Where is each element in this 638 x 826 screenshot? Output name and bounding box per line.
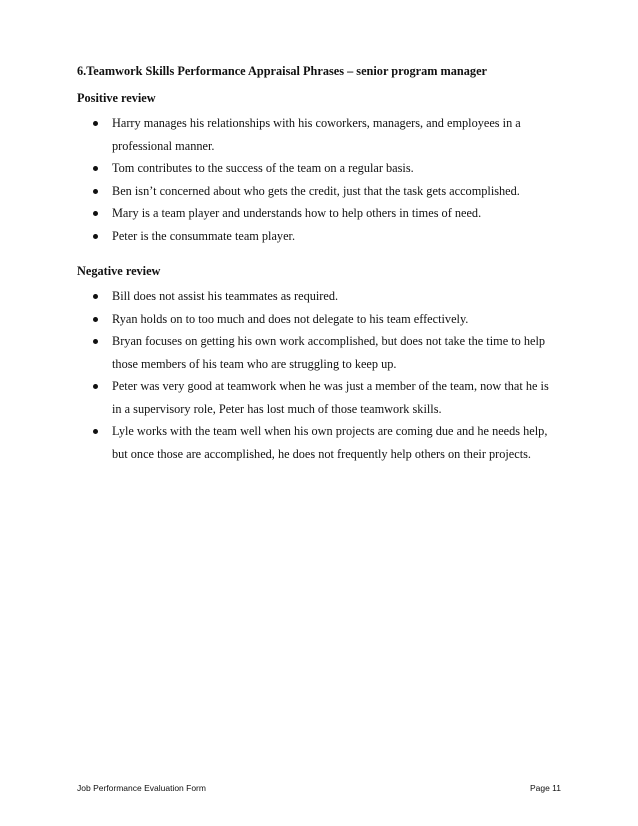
bullet-icon (93, 189, 98, 194)
list-item-text: Bryan focuses on getting his own work accomplished, but does not take the time to help those members of his team who are struggling to keep up. (112, 334, 546, 371)
bullet-icon (93, 166, 98, 171)
list-item-text: Tom contributes to the success of the team on a regular basis. (112, 161, 414, 175)
list-item-text: Ben isn’t concerned about who gets the credit, just that the task gets accomplished. (112, 183, 520, 198)
list-item (77, 112, 557, 157)
list-item-text: Harry manages his relationships with his coworkers, managers, and employees in a professional manner. (112, 116, 521, 153)
list-item-text: Bill does not assist his teammates as required. (112, 289, 339, 303)
list-item (77, 225, 557, 248)
list-item (77, 420, 557, 465)
list-item (77, 180, 557, 203)
list-item-text: Peter is the consummate team player. (112, 228, 296, 243)
bullet-icon (93, 234, 98, 239)
section-heading: 6.Teamwork Skills Performance Appraisal Phrases – senior program manager (77, 64, 487, 78)
bullet-icon (93, 384, 98, 389)
negative-review-list (77, 285, 557, 465)
list-item-text: Peter was very good at teamwork when he was just a member of the team, now that he is in a supervisory role, Peter has lost much of those teamwork skills. (112, 379, 549, 416)
bullet-icon (93, 211, 98, 216)
bullet-icon (93, 121, 98, 126)
list-item (77, 157, 557, 180)
list-item (77, 285, 557, 308)
positive-review-list (77, 112, 557, 247)
list-item-text: Lyle works with the team well when his own projects are coming due and he needs help, but once those are accomplished, he does not frequently help others on their projects. (112, 424, 548, 461)
list-item (77, 202, 557, 225)
positive-review-heading: Positive review (77, 91, 156, 105)
footer-title: Job Performance Evaluation Form (77, 783, 206, 793)
negative-review-heading: Negative review (77, 264, 161, 278)
list-item-text: Ryan holds on to too much and does not delegate to his team effectively. (112, 311, 469, 326)
list-item (77, 375, 557, 420)
bullet-icon (93, 429, 98, 434)
bullet-icon (93, 317, 98, 322)
bullet-icon (93, 294, 98, 299)
list-item (77, 330, 557, 375)
page-number: Page 11 (529, 783, 561, 793)
list-item (77, 308, 557, 331)
list-item-text: Mary is a team player and understands how to help others in times of need. (112, 206, 482, 220)
bullet-icon (93, 339, 98, 344)
